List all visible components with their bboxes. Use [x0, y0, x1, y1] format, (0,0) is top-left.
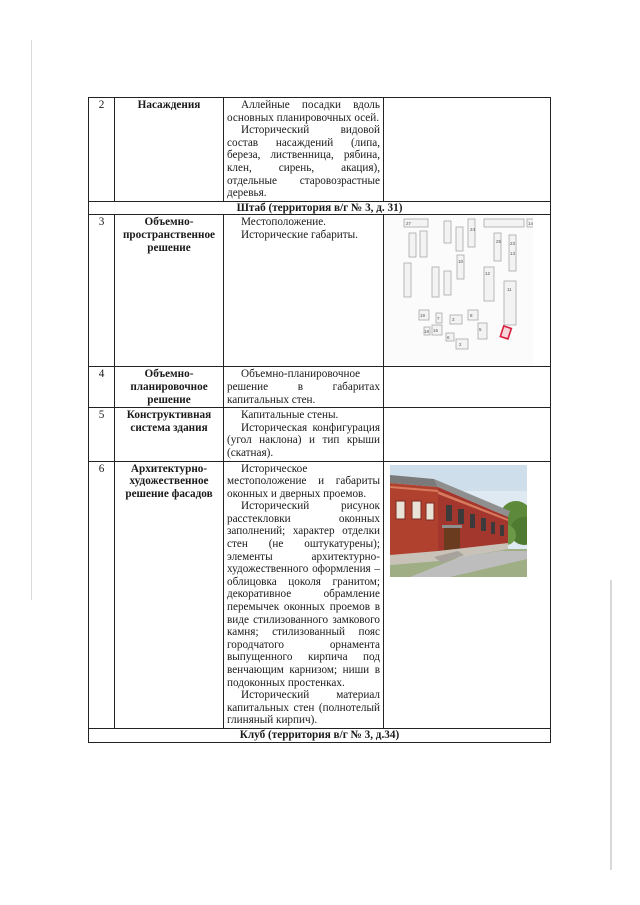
feature-description — [224, 408, 384, 461]
description-paragraph: Исторический видовой состав насаждений (липа, береза, лиственница, рябина, клен, сирень, акация), отдельные старовозрастные деревья. — [227, 124, 380, 200]
feature-name: Объемно-планировочное решение — [115, 367, 224, 408]
plan-label: 6 — [447, 335, 450, 341]
feature-description — [224, 461, 384, 728]
plan-label: 16 — [433, 328, 439, 334]
scan-fold-line-left — [31, 40, 32, 600]
plan-label: 19 — [420, 313, 426, 319]
illustration-cell — [384, 408, 551, 461]
scan-fold-line-right — [610, 580, 612, 870]
plan-label: 25 — [496, 239, 502, 245]
plan-label: 10 — [458, 259, 464, 265]
facade-photo-cell — [384, 461, 551, 728]
plan-label: 27 — [406, 221, 412, 227]
feature-description — [224, 367, 384, 408]
protected-features-table — [88, 97, 551, 743]
section-header-row — [89, 201, 551, 215]
site-plan-map — [384, 215, 533, 365]
feature-name: Конструктивная система здания — [115, 408, 224, 461]
description-paragraph: Капитальные стены. — [241, 409, 339, 422]
table-row — [89, 367, 551, 408]
plan-label: 7 — [437, 316, 440, 322]
description-paragraph: Исторический рисунок расстекловки оконных заполнений; характер отделки стен (не оштукатурены); элементы архитектурно-художественного оформления – облицовка цоколя гранитом; декоративное обрамление перемычек оконных проемов в виде стилизованного замкового камня; стилизованный пояс городчатого орнамента выпущенного кирпича под венчающим карнизом; ниши в подоконных простенках. — [227, 500, 380, 689]
table-row — [89, 215, 551, 367]
table-row — [89, 408, 551, 461]
table-row — [89, 461, 551, 728]
description-paragraph: Аллейные посадки вдоль основных планировочных осей. — [227, 99, 380, 124]
plan-label: 24 — [470, 227, 476, 233]
row-number: 5 — [89, 408, 115, 461]
facade-photo — [390, 465, 527, 577]
row-number: 4 — [89, 367, 115, 408]
plan-label: 3 — [452, 317, 455, 323]
plan-label: 11 — [507, 287, 512, 293]
feature-name: Архитектурно-художественное решение фасадов — [115, 461, 224, 728]
plan-label: 18 — [424, 329, 430, 335]
description-paragraph: Местоположение. — [241, 216, 326, 229]
description-paragraph: Исторический материал капитальных стен (полнотелый глиняный кирпич). — [227, 689, 380, 727]
description-paragraph: Объемно-планировочное решение в габаритах капитальных стен. — [227, 368, 380, 406]
feature-description — [224, 215, 384, 367]
description-paragraph: Исторические габариты. — [241, 228, 358, 241]
plan-label: 12 — [485, 271, 491, 277]
feature-name: Насаждения — [115, 98, 224, 202]
illustration-cell — [384, 367, 551, 408]
description-paragraph: Историческое местоположение и габариты оконных и дверных проемов. — [227, 462, 380, 500]
plan-label: 2 — [459, 342, 462, 348]
feature-name: Объемно-пространственное решение — [115, 215, 224, 367]
section-header-row — [89, 728, 551, 742]
site-plan-cell — [384, 215, 551, 367]
row-number: 3 — [89, 215, 115, 367]
row-number: 6 — [89, 461, 115, 728]
feature-description — [224, 98, 384, 202]
table-row — [89, 98, 551, 202]
plan-label: 14 — [528, 221, 533, 227]
section-title-shtab: Штаб (территория в/г № 3, д. 31) — [89, 201, 551, 215]
description-paragraph: Историческая конфигурация (угол наклона) и тип крыши (скатная). — [227, 421, 380, 459]
plan-label: 13 — [510, 251, 516, 257]
section-title-club: Клуб (территория в/г № 3, д.34) — [89, 728, 551, 742]
site-plan-drawing — [384, 215, 533, 365]
illustration-cell — [384, 98, 551, 202]
plan-label: 8 — [470, 313, 473, 319]
plan-label: 5 — [479, 327, 482, 333]
plan-label: 23 — [510, 241, 516, 247]
brick-building-photo — [390, 465, 527, 577]
row-number: 2 — [89, 98, 115, 202]
